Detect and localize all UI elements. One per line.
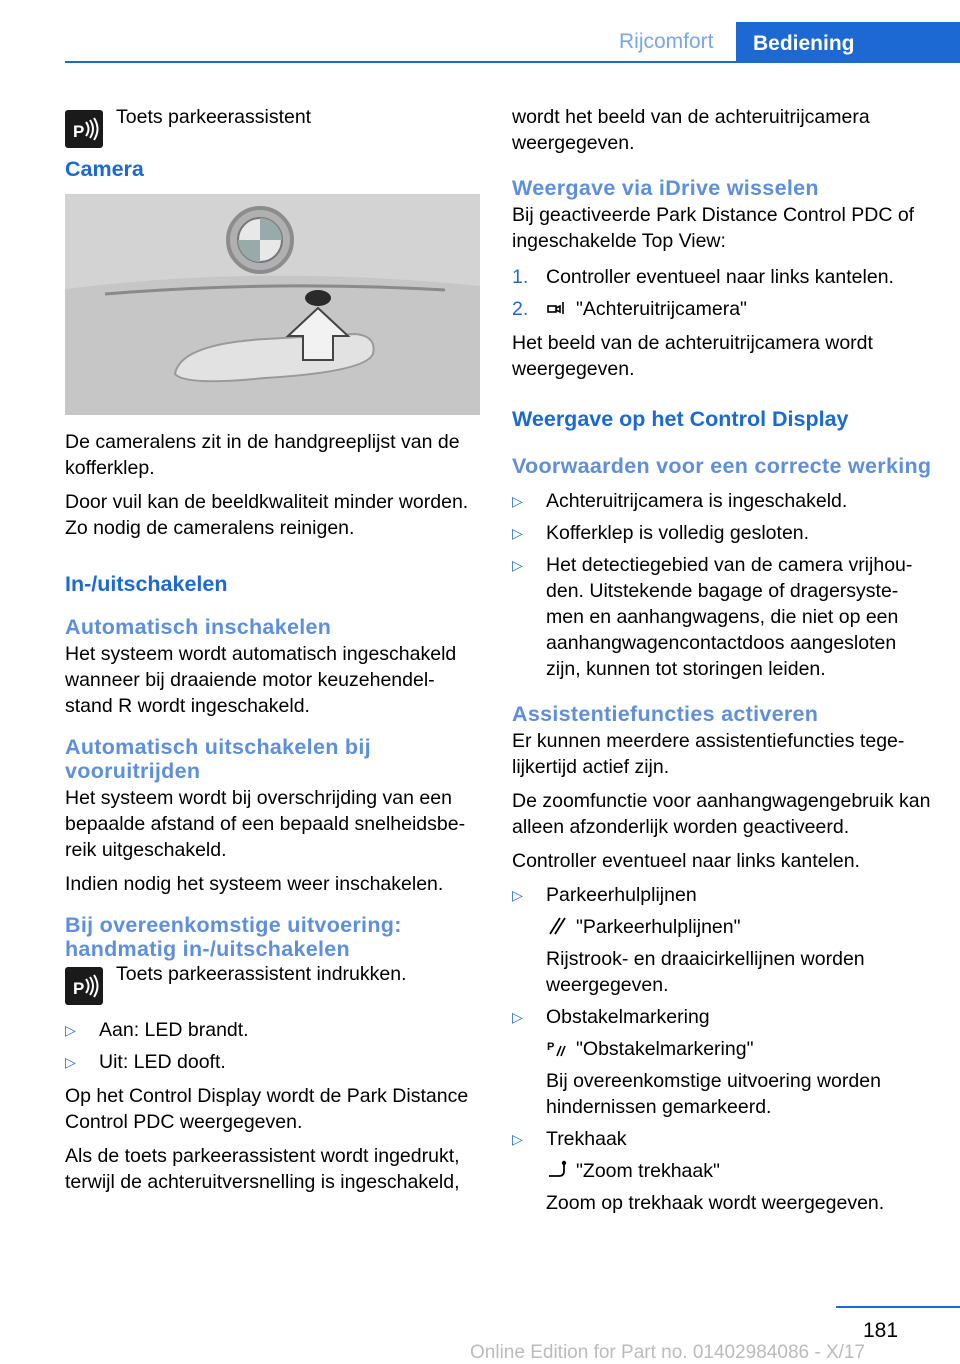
assist-paragraph-2: De zoomfunctie voor aanhangwagengebruik kan alleen afzonderlijk worden geactiveerd. bbox=[512, 790, 931, 838]
functions-list bbox=[512, 882, 932, 1216]
svg-text:P: P bbox=[73, 122, 85, 141]
page-number: 181 bbox=[863, 1319, 899, 1342]
triangle-bullet-icon: ▷ bbox=[512, 525, 523, 541]
assist-paragraph-3: Controller eventueel naar links kantelen. bbox=[512, 850, 860, 872]
parking-lines-icon bbox=[546, 916, 568, 936]
svg-text:P: P bbox=[547, 1041, 555, 1053]
triangle-bullet-icon: ▷ bbox=[512, 493, 523, 509]
auto-uit-paragraph-1: Het systeem wordt bij overschrijding van een bepaalde afstand of een bepaald snelheidsbe-reik uitgeschakeld. bbox=[65, 787, 466, 861]
camera-paragraph-2: Door vuil kan de beeldkwaliteit minder worden. Zo nodig de cameralens reinigen. bbox=[65, 491, 469, 539]
list-item: 1. Controller eventueel naar links kantelen. bbox=[512, 266, 894, 288]
right-column bbox=[512, 104, 932, 1224]
trailer-hitch-icon bbox=[546, 1160, 568, 1180]
left-column bbox=[65, 98, 480, 1203]
heading-in-uitschakelen: In-/uitschakelen bbox=[65, 572, 228, 596]
toets-paragraph: Als de toets parkeerassistent wordt ingedrukt, terwijl de achteruitversnelling is ingeschakeld, bbox=[65, 1145, 460, 1193]
triangle-bullet-icon: ▷ bbox=[512, 1009, 523, 1025]
park-assist-icon bbox=[65, 967, 103, 1005]
icon-text: Toets parkeerassistent indrukken. bbox=[116, 963, 407, 985]
list-item: ▷ Uit: LED dooft. bbox=[65, 1051, 226, 1073]
rear-camera-icon bbox=[546, 298, 568, 318]
voorwaarden-list bbox=[512, 488, 932, 682]
list-item: ▷ Parkeerhulplijnen "Parkeerhulplijnen" Rijstrook- en draaicirkellijnen worden weergegeven. bbox=[512, 884, 865, 996]
heading-auto-in: Automatisch inschakelen bbox=[65, 615, 332, 639]
list-item: ▷ Het detectiegebied van de camera vrijhou-den. Uitstekende bagage of dragersyste-men en aanhangwagens, die niet op een aanhangwagencontactdoos aangesloten zijn, kunnen tot storingen leiden. bbox=[512, 554, 913, 680]
beeld-paragraph: Het beeld van de achteruitrijcamera wordt weergegeven. bbox=[512, 332, 873, 380]
triangle-bullet-icon: ▷ bbox=[512, 887, 523, 903]
list-item: ▷ Aan: LED brandt. bbox=[65, 1019, 249, 1041]
heading-idrive: Weergave via iDrive wisselen bbox=[512, 176, 819, 200]
tab-rijcomfort[interactable]: Rijcomfort bbox=[619, 30, 714, 53]
triangle-bullet-icon: ▷ bbox=[65, 1022, 76, 1038]
idrive-paragraph: Bij geactiveerde Park Distance Control PDC of ingeschakelde Top View: bbox=[512, 204, 915, 252]
triangle-bullet-icon: ▷ bbox=[65, 1054, 76, 1070]
svg-text:P: P bbox=[73, 979, 85, 998]
icon-row-park-assist-press bbox=[65, 955, 480, 1005]
control-display-paragraph: Op het Control Display wordt de Park Distance Control PDC weergegeven. bbox=[65, 1085, 469, 1133]
triangle-bullet-icon: ▷ bbox=[512, 1131, 523, 1147]
heading-assistentiefuncties: Assistentiefuncties activeren bbox=[512, 702, 819, 726]
icon-row-park-assist bbox=[65, 98, 480, 148]
edition-footer: Online Edition for Part no. 01402984086 - X/17 bbox=[470, 1342, 866, 1363]
heading-handmatig: Bij overeenkomstige uitvoering: handmatig in-/uitschakelen bbox=[65, 913, 402, 961]
camera-photo bbox=[65, 194, 480, 415]
led-list bbox=[65, 1017, 480, 1075]
header-rule bbox=[65, 61, 960, 63]
auto-uit-paragraph-2: Indien nodig het systeem weer inschakelen. bbox=[65, 873, 444, 895]
auto-in-paragraph: Het systeem wordt automatisch ingeschakeld wanneer bij draaiende motor keuzehendel-stand R wordt ingeschakeld. bbox=[65, 643, 457, 717]
camera-paragraph-1: De cameralens zit in de handgreeplijst van de kofferklep. bbox=[65, 431, 460, 479]
obstacle-marking-icon bbox=[546, 1038, 568, 1058]
continued-paragraph: wordt het beeld van de achteruitrijcamera weergegeven. bbox=[512, 106, 870, 154]
icon-text: Toets parkeerassistent bbox=[116, 106, 312, 128]
list-item: ▷ Achteruitrijcamera is ingeschakeld. bbox=[512, 490, 848, 512]
footer-rule bbox=[836, 1306, 960, 1308]
tab-bediening[interactable]: Bediening bbox=[736, 22, 960, 61]
assist-paragraph-1: Er kunnen meerdere assistentiefuncties tege-lijkertijd actief zijn. bbox=[512, 730, 905, 778]
heading-auto-uit: Automatisch uitschakelen bij vooruitrijden bbox=[65, 735, 371, 783]
list-item: ▷ Obstakelmarkering P "Obstakelmarkering" Bij overeenkomstige uitvoering worden hindernissen gemarkeerd. bbox=[512, 1006, 881, 1118]
park-assist-icon bbox=[65, 110, 103, 148]
heading-voorwaarden: Voorwaarden voor een correcte werking bbox=[512, 454, 932, 478]
list-item: ▷ Kofferklep is volledig gesloten. bbox=[512, 522, 810, 544]
steps-list bbox=[512, 264, 932, 322]
triangle-bullet-icon: ▷ bbox=[512, 557, 523, 573]
heading-control-display: Weergave op het Control Display bbox=[512, 407, 849, 431]
list-item: 2. "Achteruitrijcamera" bbox=[512, 298, 747, 320]
heading-camera: Camera bbox=[65, 157, 144, 181]
list-item: ▷ Trekhaak "Zoom trekhaak" Zoom op trekhaak wordt weergegeven. bbox=[512, 1128, 885, 1214]
